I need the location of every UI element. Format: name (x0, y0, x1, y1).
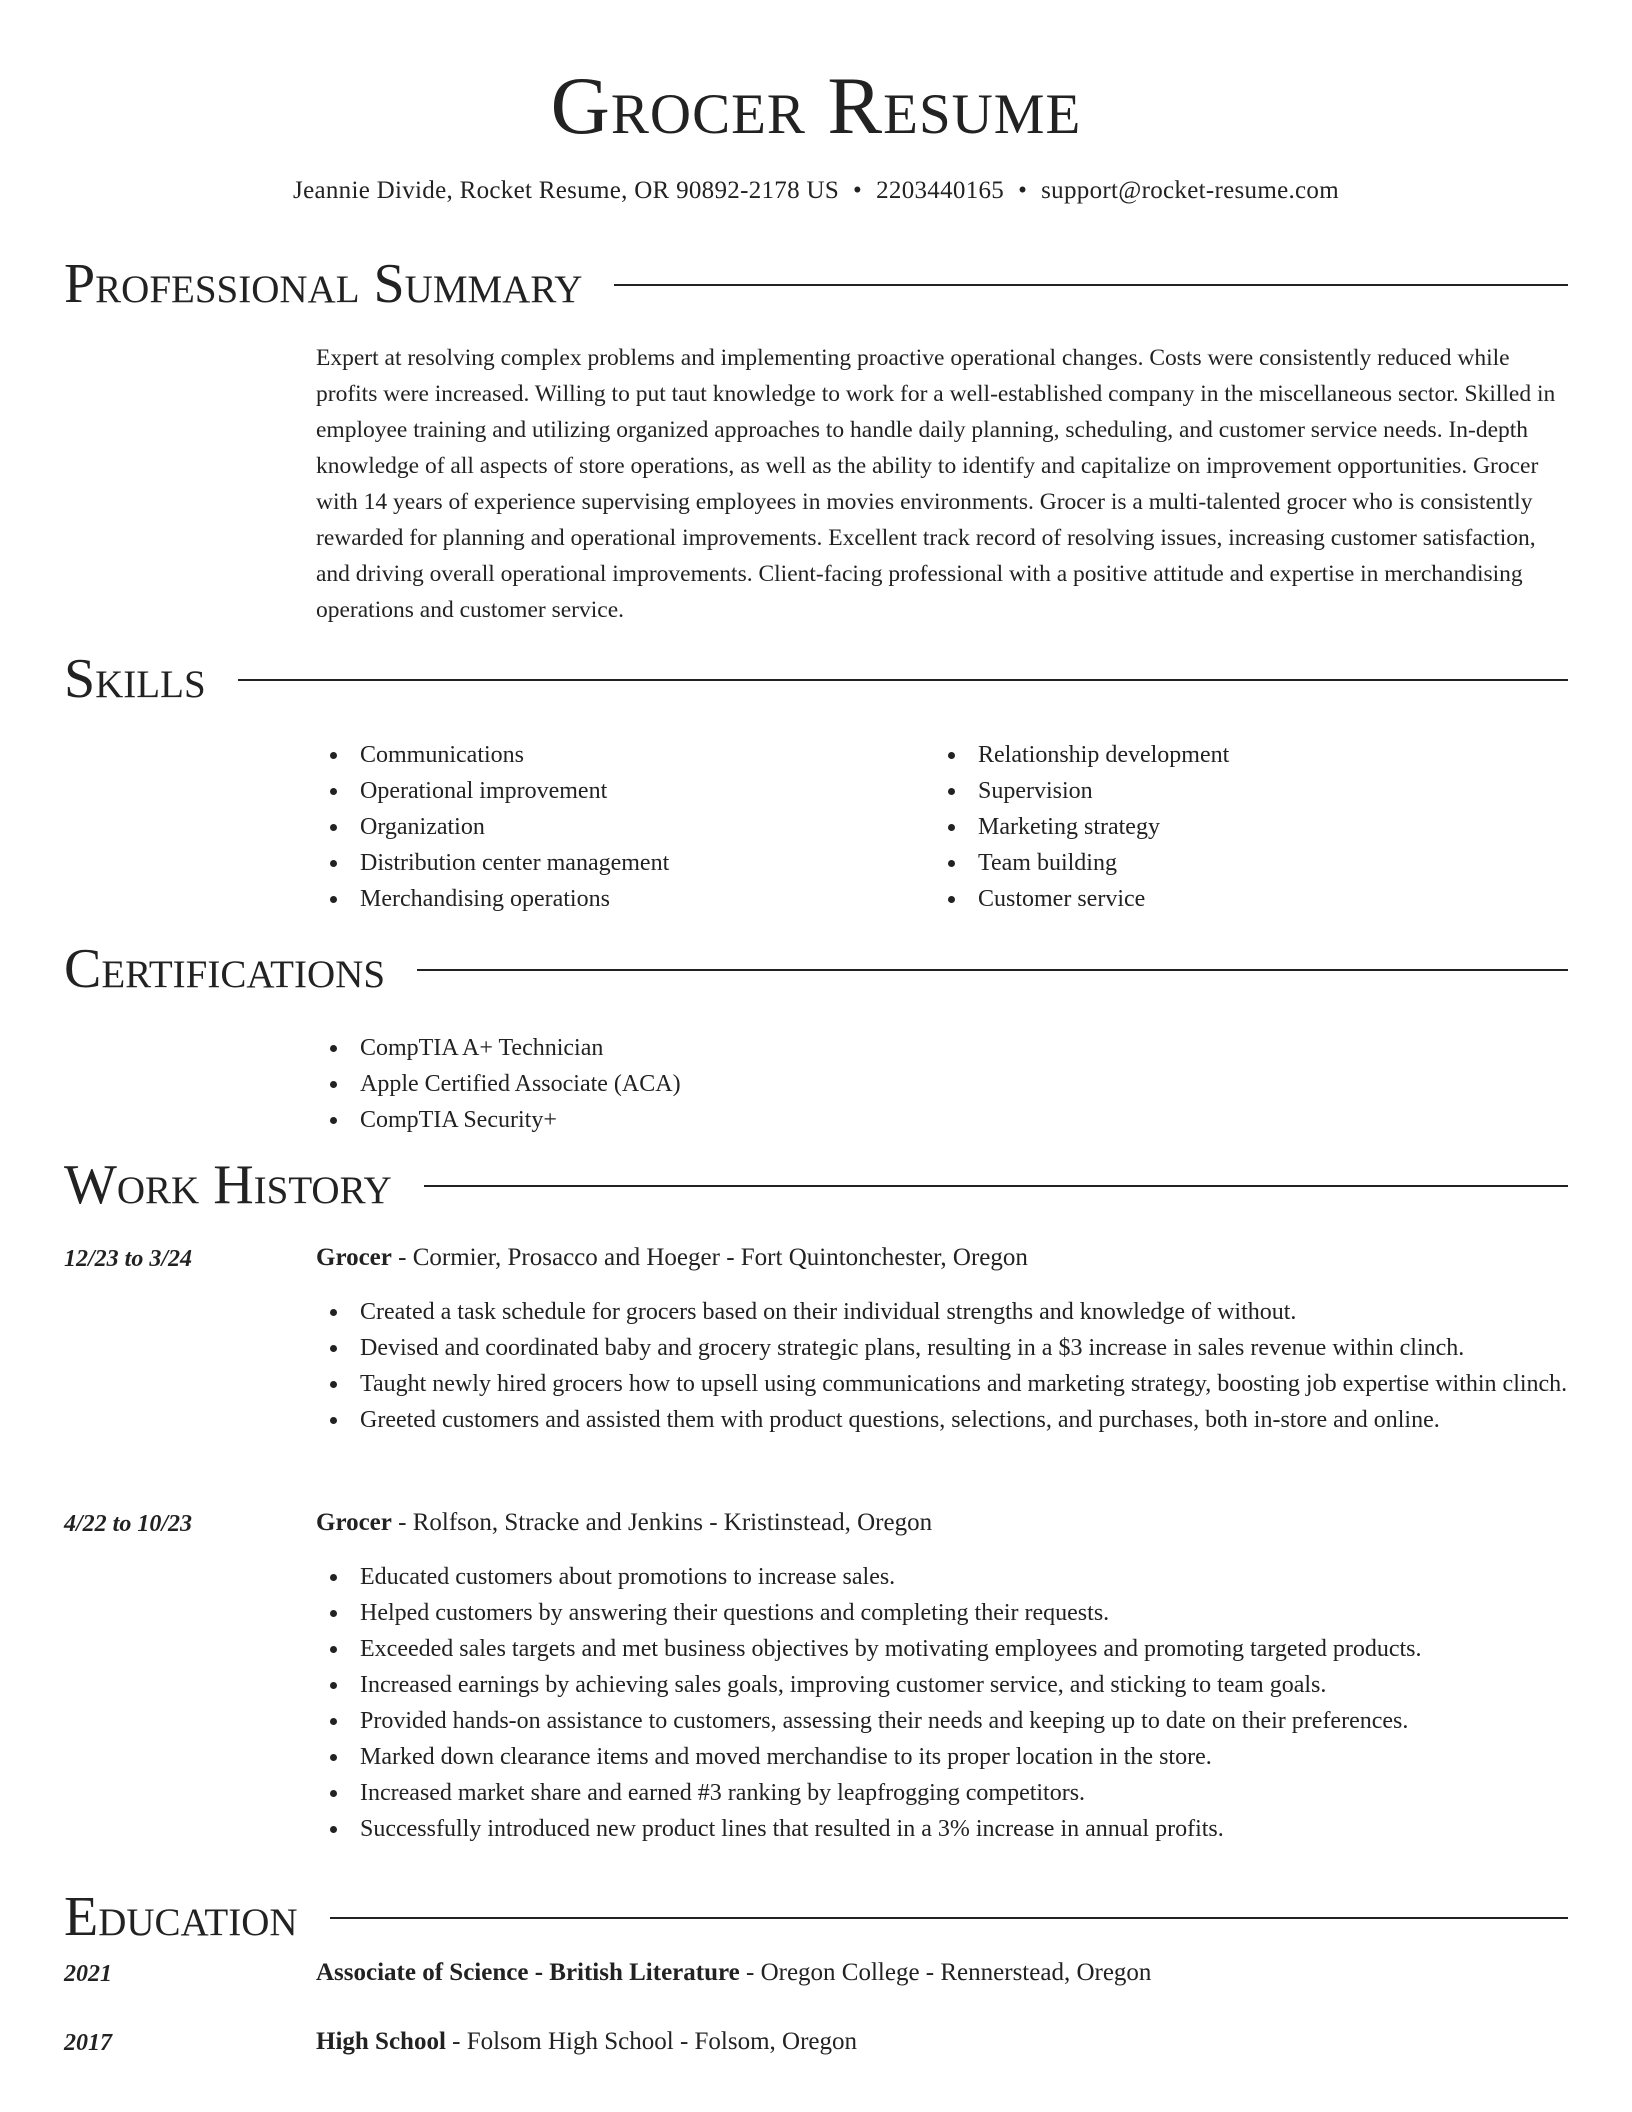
section-divider (417, 969, 1568, 971)
skill-item: Relationship development (934, 737, 1534, 773)
section-heading: Skills (64, 648, 206, 710)
skill-item: Distribution center management (316, 845, 916, 881)
job-dates: 4/22 to 10/23 (64, 1511, 193, 1537)
job-duty: Educated customers about promotions to increase sales. (316, 1559, 1586, 1595)
section-divider (614, 284, 1568, 286)
skill-item: Merchandising operations (316, 881, 916, 917)
job-duty: Devised and coordinated baby and grocery strategic plans, resulting in a $3 increase in sales revenue within clinch. (316, 1330, 1586, 1366)
skills-list-left (316, 737, 916, 917)
section-divider (330, 1917, 1568, 1919)
contact-address: Jeannie Divide, Rocket Resume, OR 90892-2178 US (293, 177, 840, 204)
section-heading: Work History (64, 1154, 392, 1216)
section-divider (424, 1185, 1568, 1187)
skill-item: Team building (934, 845, 1534, 881)
certification-item: CompTIA Security+ (316, 1102, 1216, 1138)
education-school: - Oregon College - Rennerstead, Oregon (739, 1959, 1152, 1986)
contact-separator: • (853, 177, 863, 204)
skill-item: Organization (316, 809, 916, 845)
education-entry (316, 2024, 1576, 2060)
skill-item: Operational improvement (316, 773, 916, 809)
skill-item: Marketing strategy (934, 809, 1534, 845)
section-work-header (64, 1153, 1568, 1217)
section-skills-header (64, 647, 1568, 711)
job-duty: Provided hands-on assistance to customers, assessing their needs and keeping up to date on their preferences. (316, 1703, 1586, 1739)
job-duty: Increased market share and earned #3 ranking by leapfrogging competitors. (316, 1775, 1586, 1811)
education-year: 2017 (64, 2030, 112, 2056)
education-degree: Associate of Science - British Literature (316, 1959, 740, 1986)
section-summary-header (64, 252, 1568, 316)
job-duties (316, 1559, 1586, 1847)
section-certifications-header (64, 937, 1568, 1001)
job-duty: Increased earnings by achieving sales goals, improving customer service, and sticking to team goals. (316, 1667, 1586, 1703)
education-entry (316, 1955, 1576, 1991)
skill-item: Communications (316, 737, 916, 773)
skill-item: Supervision (934, 773, 1534, 809)
section-divider (238, 679, 1568, 681)
job-duty: Taught newly hired grocers how to upsell using communications and marketing strategy, boosting job expertise within clinch. (316, 1366, 1586, 1402)
job-dates: 12/23 to 3/24 (64, 1246, 193, 1272)
section-heading: Certifications (64, 938, 386, 1000)
skill-item: Customer service (934, 881, 1534, 917)
job-duty: Created a task schedule for grocers based on their individual strengths and knowledge of without. (316, 1294, 1586, 1330)
job-heading (316, 1505, 1576, 1541)
education-degree: High School (316, 2028, 446, 2055)
job-employer: - Rolfson, Stracke and Jenkins - Kristinstead, Oregon (391, 1509, 933, 1536)
summary-text: Expert at resolving complex problems and implementing proactive operational changes. Costs were consistently reduced while profits were increased. Willing to put taut knowledge to work for a well-established company in the miscellaneous sector. Skilled in employee training and utilizing organized approaches to handle daily planning, scheduling, and customer service needs. In-depth knowledge of all aspects of store operations, as well as the ability to identify and capitalize on improvement opportunities. Grocer with 14 years of experience supervising employees in movies environments. Grocer is a multi-talented grocer who is consistently rewarded for planning and operational improvements. Excellent track record of resolving issues, increasing customer satisfaction, and driving overall operational improvements. Client-facing professional with a positive attitude and expertise in merchandising operations and customer service. (316, 345, 1556, 623)
job-duty: Helped customers by answering their questions and completing their requests. (316, 1595, 1586, 1631)
certification-item: Apple Certified Associate (ACA) (316, 1066, 1216, 1102)
job-heading (316, 1240, 1576, 1276)
section-heading: Professional Summary (64, 253, 583, 315)
job-duty: Marked down clearance items and moved merchandise to its proper location in the store. (316, 1739, 1586, 1775)
job-duty: Greeted customers and assisted them with product questions, selections, and purchases, both in-store and online. (316, 1402, 1586, 1438)
job-title: Grocer (316, 1244, 392, 1271)
contact-line (0, 176, 1632, 206)
job-duties (316, 1294, 1586, 1438)
job-title: Grocer (316, 1509, 392, 1536)
contact-phone: 2203440165 (876, 177, 1005, 204)
section-heading: Education (64, 1886, 298, 1948)
job-duty: Exceeded sales targets and met business objectives by motivating employees and promoting targeted products. (316, 1631, 1586, 1667)
job-employer: - Cormier, Prosacco and Hoeger - Fort Quintonchester, Oregon (391, 1244, 1028, 1271)
job-duty: Successfully introduced new product lines that resulted in a 3% increase in annual profits. (316, 1811, 1586, 1847)
education-year: 2021 (64, 1961, 112, 1987)
contact-separator: • (1018, 177, 1028, 204)
section-education-header (64, 1885, 1568, 1949)
resume-title: Grocer Resume (550, 60, 1082, 151)
skills-list-right (934, 737, 1534, 917)
certifications-list (316, 1030, 1216, 1138)
certification-item: CompTIA A+ Technician (316, 1030, 1216, 1066)
education-school: - Folsom High School - Folsom, Oregon (445, 2028, 858, 2055)
contact-email[interactable]: support@rocket-resume.com (1041, 177, 1339, 204)
